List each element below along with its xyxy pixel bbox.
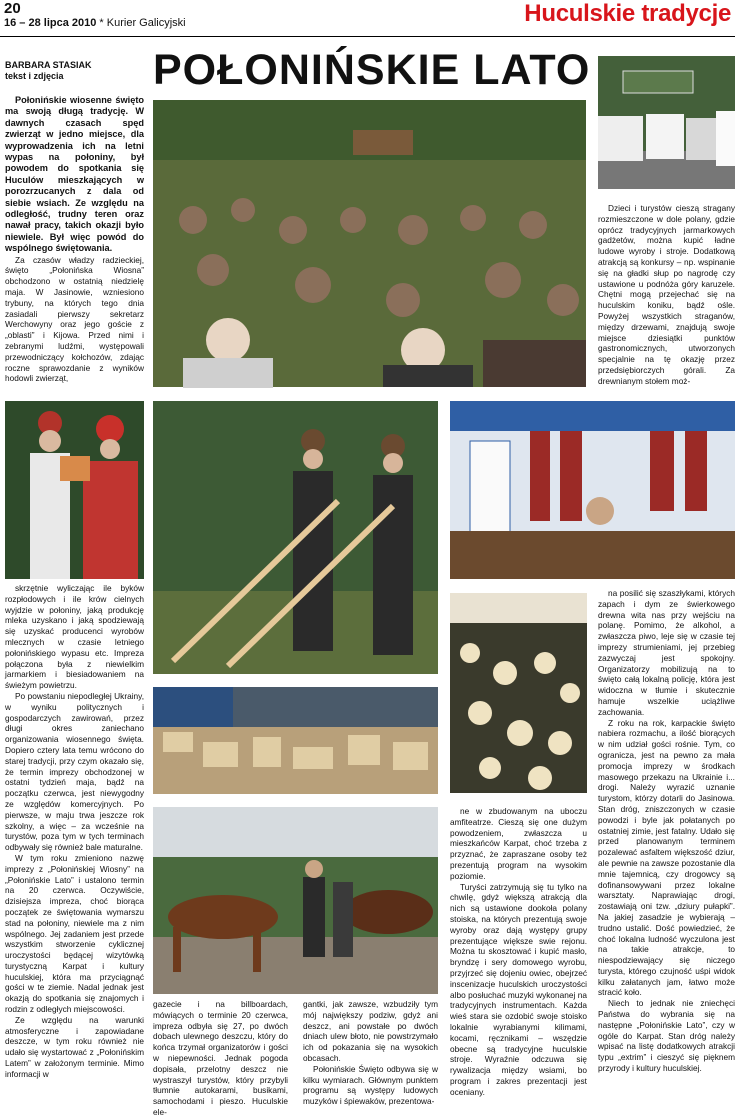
- author-name: BARBARA STASIAK: [5, 60, 92, 70]
- paragraph: W tym roku zmieniono nazwę imprezy z „Połonińskiej Wiosny” na „Połonińskie Lato” i ustalono termin na 20 czerwca. Oczywiście, dzisiejsza impreza, choć biorąca początek ze świętowania wymarszu stad na połoniny, niewiele ma z nim wspólnego. Jej zadaniem jest przede wszystkim stworzenie cyklicznej uroczystości będącej wizytówką turystyczną Karpat i kultury huculskiej, która ma przyciągnąć gości w te ziemie. Nadal jednak jest okazją do spotkania się znajomych i rodzin z odległych miejscowości.: [5, 852, 144, 1015]
- photo-crowd: [153, 100, 586, 387]
- page-number: 20: [4, 0, 21, 17]
- column-4: [303, 999, 438, 1106]
- paragraph: Za czasów władzy radzieckiej, święto „Połonińska Wiosna” obchodzono w ostatnią niedzielę maja. W Jasinowie, wzniesiono trybuny, na których tego dnia zasiadali pierwszy sekretarz Werchowyny oraz jego goście z „oblasti” i Kijowa. Przed nimi i zebranymi ludźmi, występowali przewodniczący kołchozów, zdając roczne sprawozdanie z wyników hodowli zwierząt,: [5, 254, 144, 384]
- separator: *: [99, 17, 104, 29]
- photo-credit: tekst i zdjęcia: [5, 71, 64, 81]
- column-4b: [450, 806, 587, 1106]
- publication-name: Kurier Galicyjski: [106, 17, 186, 29]
- lead-paragraph: Połonińskie wiosenne święto ma swoją długą tradycję. W dawnych czasach spęd zwierząt w jedno miejsce, dla wyprowadzenia ich na letni wypas na połoniny, był powodem do spotkania się Huculów mieszkających w porozrzucanych z dala od siebie wsiach. Ze względu na odległość, trudny teren oraz nawał pracy, takich okazji było niewiele. Był więc powód do wspólnego świętowania.: [5, 95, 144, 254]
- photo-couple: [5, 401, 144, 579]
- paragraph: Połonińskie Święto odbywa się w kilku wymiarach. Głównym punktem programu są występy ludowych muzyków i śpiewaków, prezentowa-: [303, 1063, 438, 1107]
- column-1: [5, 95, 144, 395]
- paragraph: gantki, jak zawsze, wzbudziły tym mój największy podziw, gdyż ani deszcz, ani powstałe po dwóch dniach ulew błoto, nie powstrzymało ich od pokazania się na wysokich obcasach.: [303, 999, 438, 1063]
- issue-date: 16 – 28 lipca 2010: [4, 17, 97, 29]
- photo-figurines: [450, 593, 587, 793]
- column-2: [5, 583, 144, 1106]
- article-title: POŁONIŃSKIE LATO: [153, 46, 591, 94]
- header-divider: [0, 36, 735, 37]
- paragraph: gazecie i na billboardach, mówiących o terminie 20 czerwca, impreza odbyła się 27, po dwóch dobach ulewnego deszczu, który do końca trzymał organizatorów i gości w niepewności. Jednak pogoda dopisała, przelotny deszcz nie wystraszył turystów, który przybyli tłumnie autokarami, busikami, samochodami i pieszo. Huculskie ele-: [153, 999, 288, 1117]
- photo-carvings: [153, 687, 438, 794]
- paragraph: skrzętnie wyliczając ile byków rozpłodowych i ile krów cielnych wyjdzie w połoniny, jaką produkcję mleka uzyskano i jaką spodziewają się uzyskać producenci wyrobów mlecznych w czasie letniego połonińskiego wypasu etc. Impreza połączona była z niewielkim jarmarkiem i biesiadowaniem na świeżym powietrzu.: [5, 583, 144, 691]
- section-title: Huculskie tradycje: [524, 0, 731, 27]
- paragraph: Turyści zatrzymują się tu tylko na chwilę, gdyż większą atrakcją dla nich są ustawione dookoła polany stoiska, na których prezentują swoje wyroby oraz dają występy grupy prezentujące większe swie rejonu. Można tu skosztować i kupić masło, bryndzę i sery domowego wyrobu, przyjrzeć się dojeniu owiec, obejrzeć inscenizacje huculskich uroczystości albo posłuchać muzyki wykonanej na tradycyjnych instrumentach. Każda wieś stara sie ozdobić swoje stoisko lokalnie wyrabianymi kilimami, kocami, ręcznikami – wszędzie obecne są tradycyjne huculskie stroje. Wyraźnie odczuwa się rywalizacja między wsiami, bo program i zakres prezentacji jest oceniany.: [450, 881, 587, 1097]
- photo-stall: [450, 401, 735, 579]
- paragraph: Po powstaniu niepodległej Ukrainy, w wyniku politycznych i gospodarczych zawirowań, przez długi okres zaniechano organizowania wiosennego święta. Dopiero cztery lata temu wrócono do starej tradycji, przy czym okazało się, że termin imprezy obchodzonej w ostatni tydzień maja, bądź na początku czerwca, jest niewygodny ze względów komercyjnych. Po pierwsze, w maju trwa jeszcze rok szkolny, a więc – za wcześnie na turystów, poza tym w tych terminach odbywały się również bale maturalne.: [5, 690, 144, 853]
- paragraph: Z roku na rok, karpackie święto nabiera rozmachu, a ilość biorących w nim udział gości rośnie. Tym, co ogranicza, jest na pewno za mała promocja imprezy w środkach masowego przekazu na Ukrainie i... drogi. Należy wyrazić uznanie turystom, którzy dotarli do Jasinowa. Stan dróg, zniszczonych w czasie powodzi i byle jak połatanych po ostatniej zimie, jest fatalny. Udało się przed planowanym terminem pozalewać asfaltem większość dziur, ale pewnie na zawsze pozostanie dla mnie tajemnicą, czy drogowcy są dofinansowywani przez lokalne warsztaty. Naprawiając drogi, zostawiają oni tzw. „dziury pułapki”. Na jakiej zasadzie je wybierają – trudno ustalić. Dość powiedzieć, że choć lokalna ludność wyczulona jest na takie atrakcje, to niespodziewający się niczego turysta, którego czujność uśpi widok kilku załatanych jam, łatwo może stracić koło.: [598, 717, 735, 998]
- photo-horses: [153, 807, 438, 994]
- column-3: [153, 999, 288, 1117]
- column-5: [598, 203, 735, 393]
- paragraph: Ze względu na warunki atmosferyczne i zapowiadane deszcze, w tym roku również nie udało się wystartować z „Połonińskim Latem” w założonym terminie. Mimo informacji w: [5, 1014, 144, 1079]
- photo-vans: [598, 56, 735, 189]
- paragraph: Niech to jednak nie zniechęci Państwa do wybrania się na następne „Połonińskie Lato”, czy w ogóle do Karpat. Stan dróg należy wpisać na listę dodatkowych atrakcji typu „extrim” i cieszyć się pięknem przyrody i kultury huculskiej.: [598, 998, 735, 1074]
- paragraph: ne w zbudowanym na uboczu amfiteatrze. Cieszą się one dużym powodzeniem, zwłaszcza u mieszkańców Karpat, choć trzeba z przyznać, że zapraszane osoby też prezentują program na wysokim poziomie.: [450, 806, 587, 881]
- paragraph: na posilić się szaszłykami, których zapach i dym ze świerkowego drewna wita nas przy wejściu na polanę. Pomimo, że alkohol, a zwłaszcza piwo, leje się w czasie tej imprezy strumieniami, jej przebieg zazwyczaj jest spokojny. Organizatorzy mobilizują na to święto całą lokalną policję, która jest widoczna w tłumie i skutecznie hamuje wszelkie uciążliwe zachowania.: [598, 588, 735, 717]
- issue-info: [4, 17, 186, 29]
- paragraph: Dzieci i turystów cieszą straganу rozmieszczone w dole polany, gdzie oprócz tradycyjnych jarmarkowych gadżetów, można kupić ładne ludowe wyroby i stroje. Dodatkową atrakcją są konkursy – np. wspinanie się na gładki słup po nagrodę czy ustawione u podnóża góry karuzele. Chętni mogą przejechać się na huculskim koniku, bądź ośle. Powyżej wszystkich straganów, między drzewami, znajdują swoje miejsce dziesiątki punktów gastronomicznych, utworzonych specjalnie na tę okazję przez przedsiębiorczych górali. Za drewnianym stołem moż-: [598, 203, 735, 386]
- photo-trembita: [153, 401, 438, 674]
- column-6: [598, 588, 735, 1106]
- byline: [5, 60, 92, 82]
